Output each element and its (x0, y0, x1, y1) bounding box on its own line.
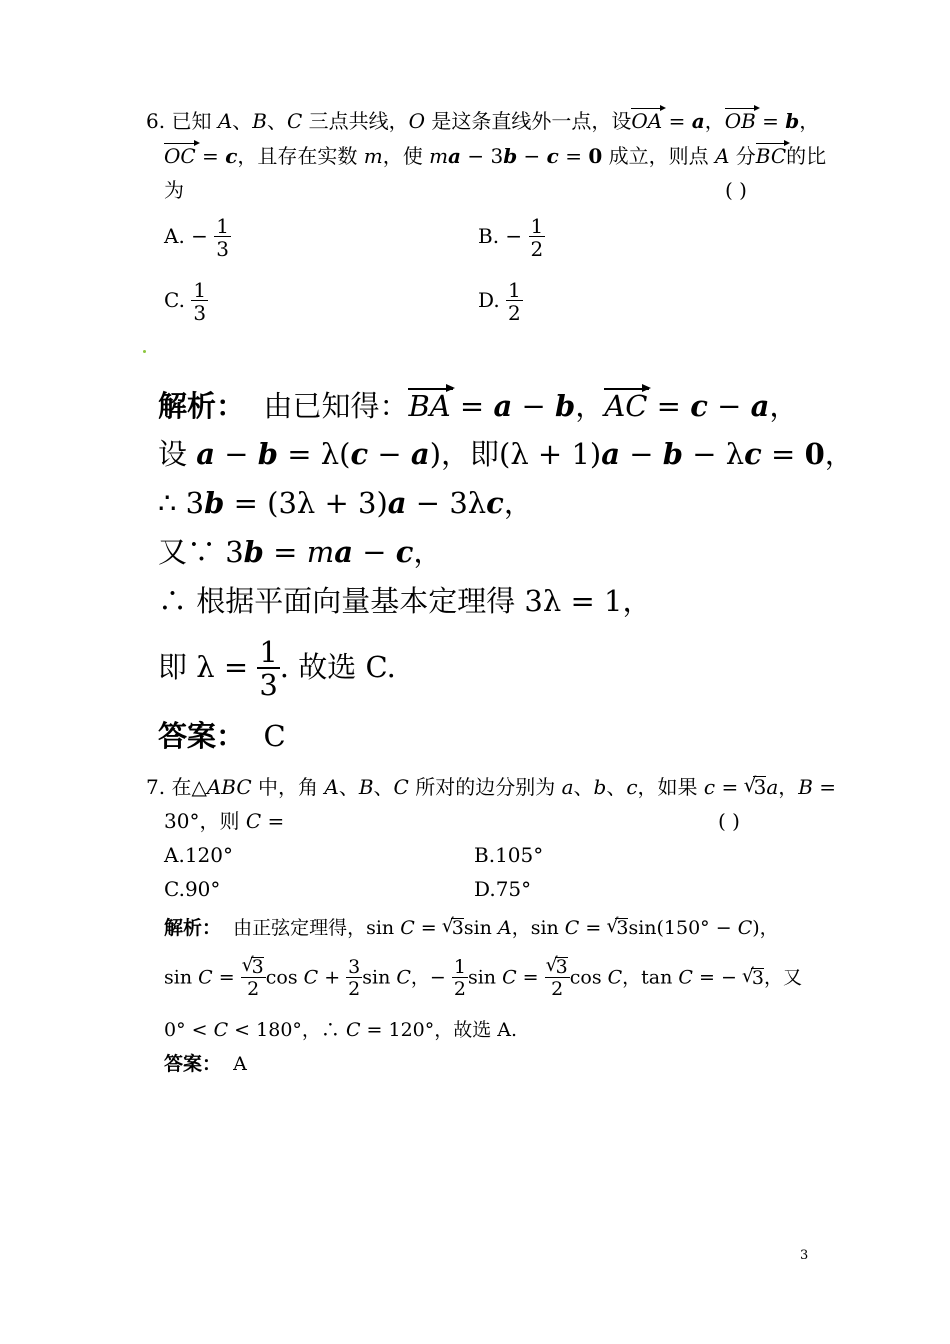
q7-option-b: B.105° (474, 843, 544, 867)
q7-analysis-line-3: 0° < C < 180°，∴ C = 120°，故选 A. (164, 1019, 518, 1041)
q6-analysis-line-4: 又∵ 3b = ma − c， (158, 535, 443, 569)
q7-answer-paren: ( ) (718, 809, 740, 833)
q6-line-2: OC = c，且存在实数 m，使 ma − 3b − c = 0 成立，则点 A 分BC的比 (164, 144, 827, 168)
q6-analysis-line-5: ∴ 根据平面向量基本定理得 3λ = 1， (158, 584, 652, 618)
q6-analysis-line-3: ∴ 3b = (3λ + 3)a − 3λc， (158, 486, 533, 520)
q7-analysis-line-1: 解析： 由正弦定理得，sin C = √ 3sin A，sin C = √ 3sin(150° − C)， (164, 919, 779, 938)
q6-line-1: 6. 已知 A、B、C 三点共线，O 是这条直线外一点，设OA = a，OB = b， (146, 109, 820, 133)
q7-option-c: C.90° (164, 877, 221, 901)
q6-option-d: D. $\frac{1}{2}$ (478, 278, 521, 325)
q6-analysis-line-6: 即 λ = $\frac{1}{3}$ . 故选 C. (158, 635, 396, 702)
q6-option-c: C. $\frac{1}{3}$ (164, 278, 207, 325)
q6-answer-paren: ( ) (725, 178, 747, 202)
q6-line-3: 为 (164, 178, 184, 202)
q7-option-a: A.120° (164, 843, 233, 867)
q6-option-b: B. − $\frac{1}{2}$ (478, 214, 544, 261)
q6-analysis-line-2: 设 a − b = λ(c − a)，即(λ + 1)a − b − λc = 0， (158, 437, 854, 471)
q6-answer: 答案： C (158, 719, 286, 753)
q7-option-d: D.75° (474, 877, 532, 901)
q7-line-1: 7. 在△ABC 中，角 A、B、C 所对的边分别为 a、b、c，如果 c = √ 3a，B = (146, 777, 836, 797)
page-number: 3 (800, 1248, 809, 1263)
q6-option-a: A. − $\frac{1}{3}$ (164, 214, 230, 261)
q7-analysis-line-2: sin C = √ $\frac{3}{2}$ cos C + $\frac{3}{2}$ sin C，− $\frac{1}{2}$ sin C = √ $\frac{3}{2}$ cos C，tan C = − √ 3，又 (164, 958, 802, 999)
q6-analysis-line-1: 解析： 由已知得：BA = a − b，AC = c − a， (158, 389, 799, 423)
q7-line-2: 30°，则 C = (164, 809, 285, 833)
q7-answer: 答案： A (164, 1053, 247, 1075)
decorative-dot (143, 350, 146, 353)
